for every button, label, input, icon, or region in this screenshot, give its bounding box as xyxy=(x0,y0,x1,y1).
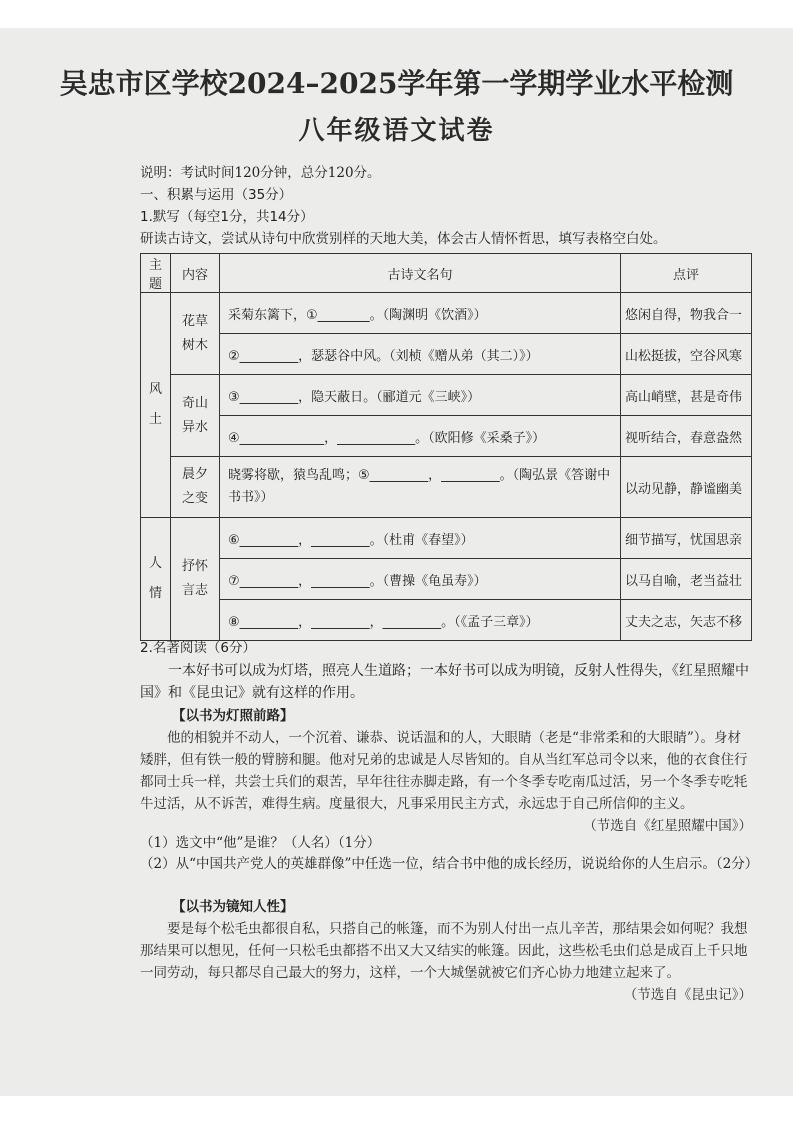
comment-cell: 悠闲自得，物我合一 xyxy=(621,293,752,334)
sub-question-1: （1）选文中“他”是谁？（人名）（1分） xyxy=(140,835,381,851)
passage-source: （节选自《红星照耀中国》） xyxy=(583,818,752,834)
section-heading-lamp: 【以书为灯照前路】 xyxy=(172,708,294,724)
table-row xyxy=(141,457,752,518)
table-header: 内容 xyxy=(171,254,220,293)
question-2-title: 2.名著阅读（6分） xyxy=(140,640,256,656)
table-header: 主题 xyxy=(141,254,171,293)
poetry-table xyxy=(140,253,752,641)
intro-paragraph: 一本好书可以成为灯塔，照亮人生道路；一本好书可以成为明镜，反射人性得失，《红星照耀中国》和《昆虫记》就有这样的作用。 xyxy=(140,663,749,701)
question-2-intro xyxy=(140,660,752,704)
table-row xyxy=(141,600,752,641)
table-header: 古诗文名句 xyxy=(220,254,621,293)
quote-cell[interactable]: ⑥_________，_________。（杜甫《春望》） xyxy=(220,518,621,559)
quote-cell[interactable]: ③_________，隐天蔽日。（郦道元《三峡》） xyxy=(220,375,621,416)
exam-subtitle: 八年级语文试卷 xyxy=(298,116,495,146)
section-heading-mirror: 【以书为镜知人性】 xyxy=(172,899,294,915)
quote-cell[interactable]: 采菊东篱下，①________。（陶渊明《饮酒》） xyxy=(220,293,621,334)
table-row xyxy=(141,375,752,416)
passage-source: （节选自《昆虫记》） xyxy=(623,987,752,1003)
content-cell: 抒怀 言志 xyxy=(171,518,220,641)
table-row xyxy=(141,559,752,600)
comment-cell: 以马自喻，老当益壮 xyxy=(621,559,752,600)
quote-cell[interactable]: ⑧_________，_________，_________。（《孟子三章》） xyxy=(220,600,621,641)
quote-cell[interactable]: ④_____________，____________。（欧阳修《采桑子》） xyxy=(220,416,621,457)
section-heading: 一、积累与运用（35分） xyxy=(140,187,293,203)
theme-cell: 人 情 xyxy=(141,518,171,641)
passage-insect xyxy=(140,918,752,1006)
exam-note: 说明：考试时间120分钟，总分120分。 xyxy=(140,165,381,181)
table-header-row xyxy=(141,254,752,293)
theme-cell: 风 土 xyxy=(141,293,171,518)
comment-cell: 视听结合，春意盎然 xyxy=(621,416,752,457)
question-1-instruction: 研读古诗文，尝试从诗句中欣赏别样的天地大美，体会古人情怀哲思，填写表格空白处。 xyxy=(140,231,667,247)
comment-cell: 丈夫之志，矢志不移 xyxy=(621,600,752,641)
passage-text: 他的相貌并不动人，一个沉着、谦恭、说话温和的人，大眼睛（老是“非常柔和的大眼睛”）。身材矮胖，但有铁一般的臂膀和腿。他对兄弟的忠诚是人尽皆知的。自从当红军总司令以来，他的衣食住行都同士兵一样，共尝士兵们的艰苦，早年往往赤脚走路，有一个冬季专吃南瓜过活，另一个冬季专吃牦牛过活，从不诉苦，难得生病。度量很大，凡事采用民主方式，永远忠于自己所信仰的主义。 xyxy=(140,730,748,812)
table-row xyxy=(141,416,752,457)
content-cell: 晨夕 之变 xyxy=(171,457,220,518)
question-1-title: 1.默写（每空1分，共14分） xyxy=(140,209,314,225)
quote-cell[interactable]: ⑦_________，_________。（曹操《龟虽寿》） xyxy=(220,559,621,600)
comment-cell: 细节描写，忧国思亲 xyxy=(621,518,752,559)
quote-cell[interactable]: 晓雾将歇，猿鸟乱鸣；⑤_________，_________。（陶弘景《答谢中书书》） xyxy=(220,457,621,518)
table-row xyxy=(141,293,752,334)
comment-cell: 山松挺拔，空谷风寒 xyxy=(621,334,752,375)
comment-cell: 以动见静，静谧幽美 xyxy=(621,457,752,518)
passage-text: 要是每个松毛虫都很自私，只搭自己的帐篷，而不为别人付出一点儿辛苦，那结果会如何呢？我想那结果可以想见，任何一只松毛虫都搭不出又大又结实的帐篷。因此，这些松毛虫们总是成百上千只地一同劳动，每只都尽自己最大的努力，这样，一个大城堡就被它们齐心协力地建立起来了。 xyxy=(140,921,748,981)
quote-cell[interactable]: ②_________，瑟瑟谷中风。（刘桢《赠从弟（其二）》） xyxy=(220,334,621,375)
table-header: 点评 xyxy=(621,254,752,293)
passage-red-star xyxy=(140,727,752,837)
content-cell: 奇山 异水 xyxy=(171,375,220,457)
table-row xyxy=(141,518,752,559)
comment-cell: 高山峭壁，甚是奇伟 xyxy=(621,375,752,416)
table-row xyxy=(141,334,752,375)
exam-title: 吴忠市区学校2024–2025学年第一学期学业水平检测 xyxy=(59,67,734,100)
sub-question-2: （2）从“中国共产党人的英雄群像”中任选一位，结合书中他的成长经历，说说给你的人生启示。（2分） xyxy=(140,856,759,872)
content-cell: 花草 树木 xyxy=(171,293,220,375)
